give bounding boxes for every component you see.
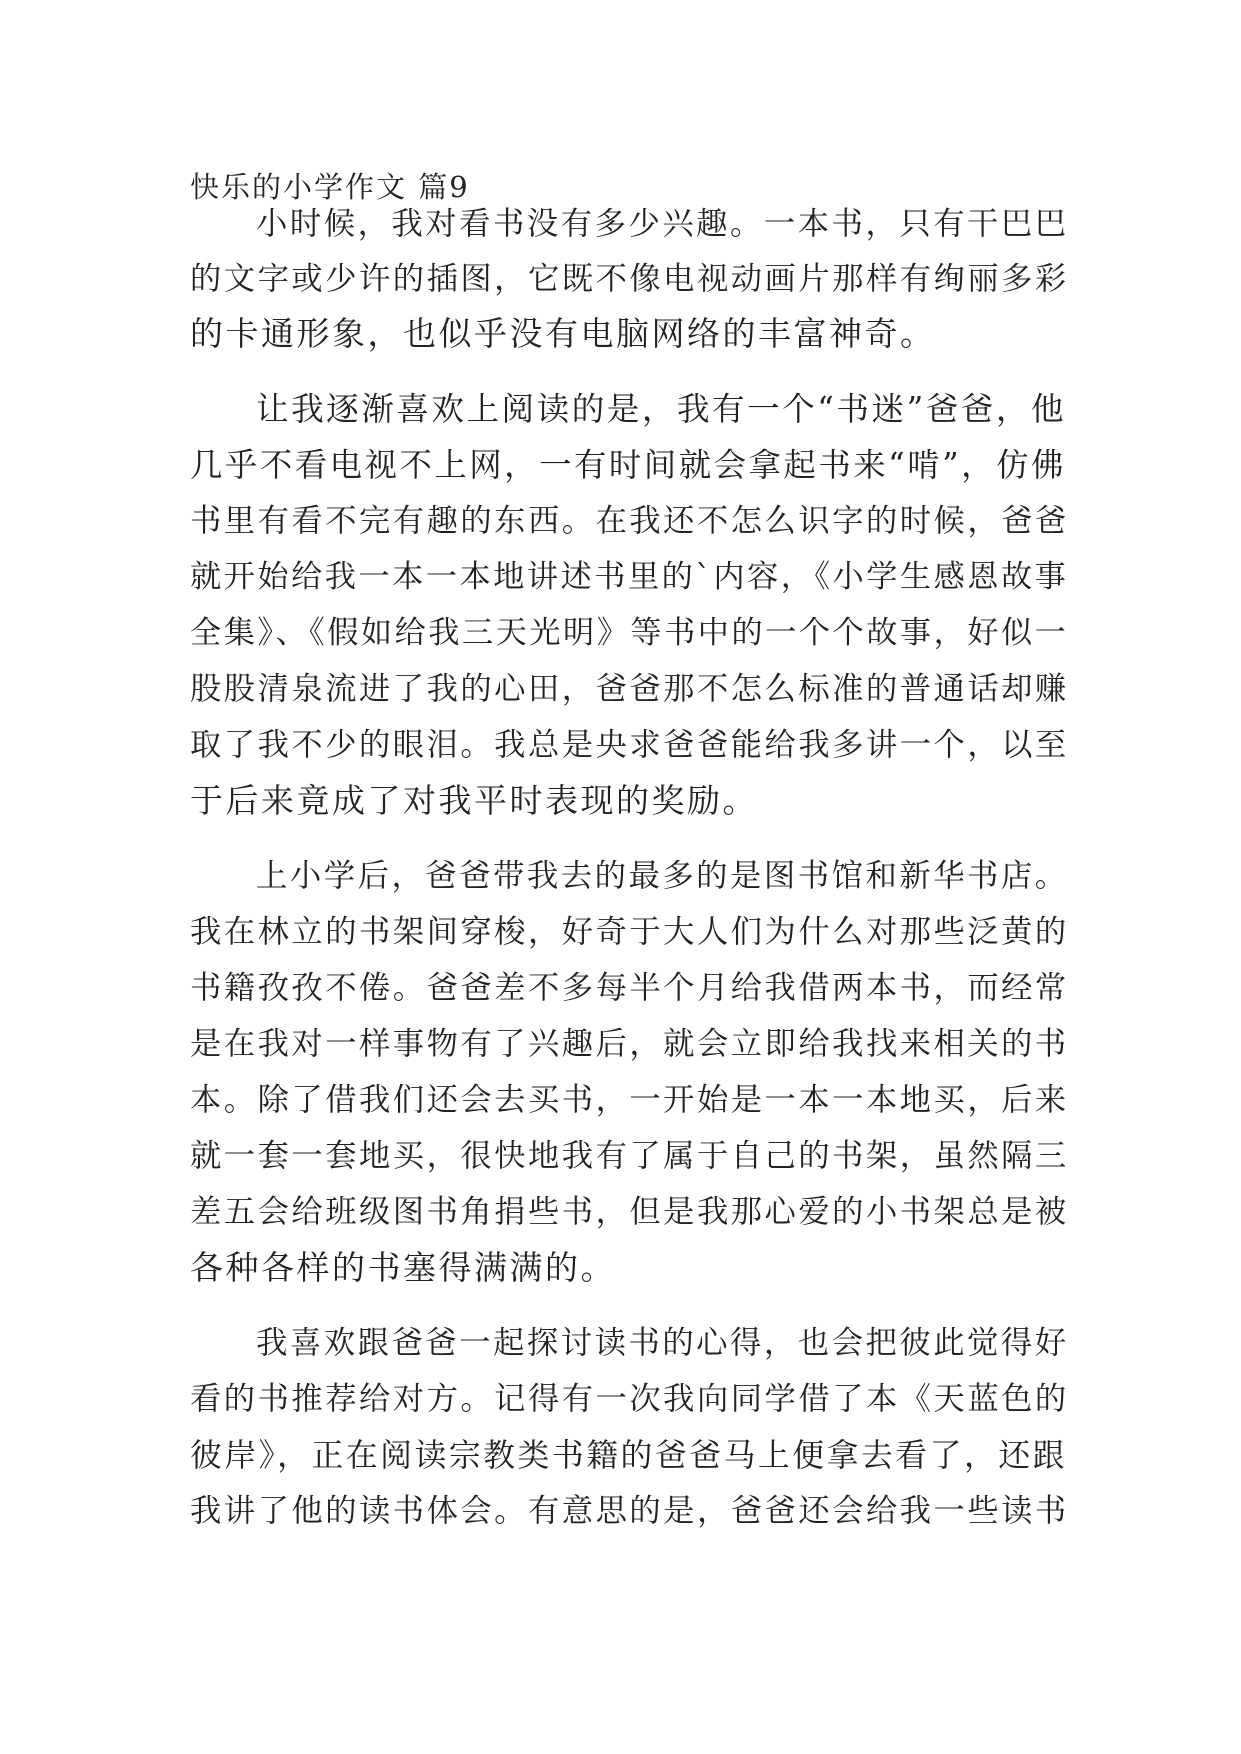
paragraph-line: 的卡通形象，也似乎没有电脑网络的丰富神奇。	[190, 314, 936, 353]
paragraph-line: 各种各样的书塞得满满的。	[190, 1248, 616, 1287]
paragraph-line: 让我逐渐喜欢上阅读的是，我有一个“书迷”爸爸，他	[256, 390, 1067, 428]
paragraph-line: 就开始给我一本一本地讲述书里的`内容，《小学生感恩故事	[190, 559, 1069, 595]
paragraph-line: 的文字或少许的插图，它既不像电视动画片那样有绚丽多彩	[190, 261, 1069, 297]
paragraph-line: 于后来竟成了对我平时表现的奖励。	[190, 781, 758, 820]
paragraph-line: 全集》、《假如给我三天光明》等书中的一个个故事，好似一	[190, 615, 1069, 651]
paragraph-line: 书里有看不完有趣的东西。在我还不怎么识字的时候，爸爸	[190, 503, 1069, 539]
paragraph-line: 本。除了借我们还会去买书，一开始是一本一本地买，后来	[190, 1082, 1069, 1118]
paragraph-line: 上小学后，爸爸带我去的最多的是图书馆和新华书店。	[256, 858, 1069, 894]
paragraph-line: 小时候，我对看书没有多少兴趣。一本书，只有干巴巴	[256, 206, 1069, 242]
paragraph-line: 是在我对一样事物有了兴趣后，就会立即给我找来相关的书	[190, 1026, 1069, 1062]
paragraph-line: 我讲了他的读书体会。有意思的是，爸爸还会给我一些读书	[190, 1493, 1069, 1529]
paragraph-line: 看的书推荐给对方。记得有一次我向同学借了本《天蓝色的	[190, 1381, 1069, 1417]
document-title: 快乐的小学作文 篇9	[190, 170, 470, 204]
paragraph-line: 彼岸》，正在阅读宗教类书籍的爸爸马上便拿去看了，还跟	[190, 1436, 1068, 1474]
paragraph-line: 我喜欢跟爸爸一起探讨读书的心得，也会把彼此觉得好	[256, 1325, 1069, 1361]
paragraph-line: 取了我不少的眼泪。我总是央求爸爸能给我多讲一个，以至	[190, 727, 1069, 763]
paragraph-line: 几乎不看电视不上网，一有时间就会拿起书来“啃”，仿佛	[190, 446, 1066, 484]
paragraph-line: 我在林立的书架间穿梭，好奇于大人们为什么对那些泛黄的	[190, 914, 1069, 950]
paragraph-line: 就一套一套地买，很快地我有了属于自己的书架，虽然隔三	[190, 1138, 1069, 1174]
paragraph-line: 差五会给班级图书角捐些书，但是我那心爱的小书架总是被	[190, 1194, 1069, 1230]
paragraph-line: 书籍孜孜不倦。爸爸差不多每半个月给我借两本书，而经常	[190, 970, 1069, 1006]
paragraph-line: 股股清泉流进了我的心田，爸爸那不怎么标准的普通话却赚	[190, 671, 1069, 707]
